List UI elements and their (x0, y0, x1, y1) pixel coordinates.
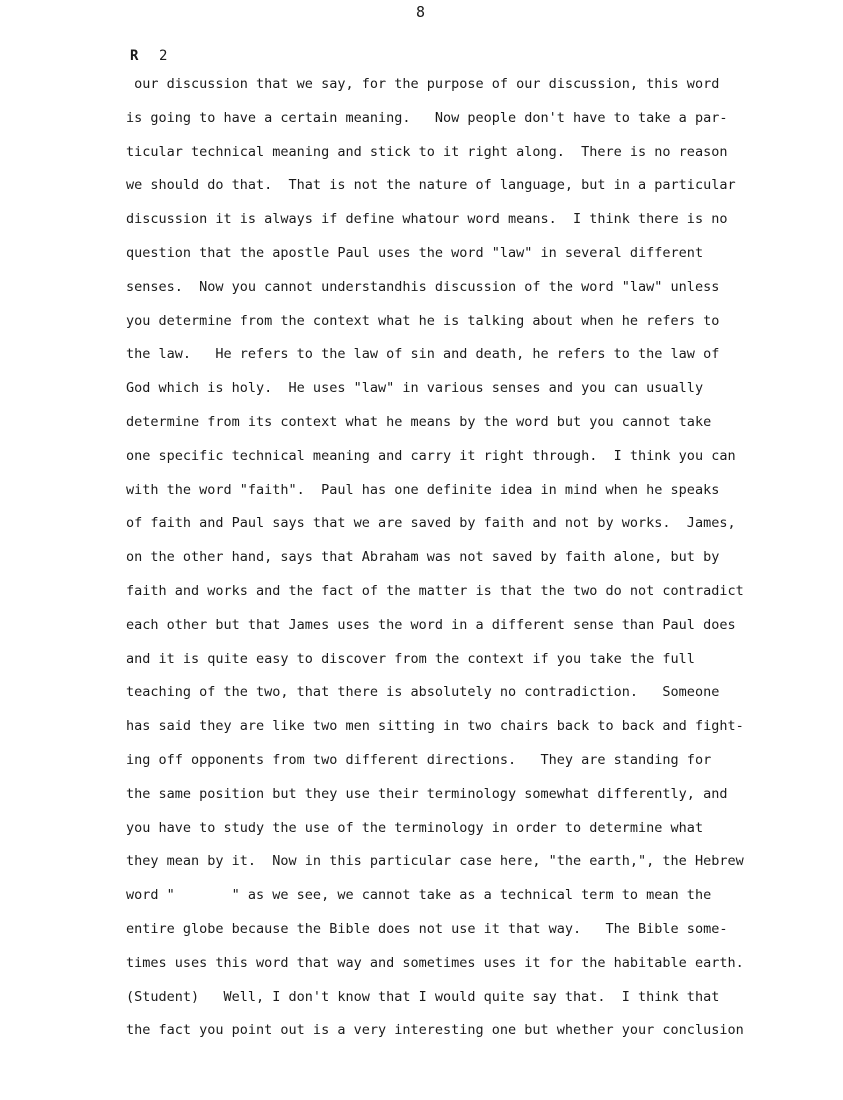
text-line: they mean by it. Now in this particular case here, "the earth,", the Hebrew (126, 853, 744, 870)
text-line: is going to have a certain meaning. Now people don't have to take a par- (126, 109, 728, 126)
text-line: word " " as we see, we cannot take as a technical term to mean the (126, 887, 712, 904)
text-line: each other but that James uses the word in a different sense than Paul does (126, 616, 736, 633)
text-line: entire globe because the Bible does not use it that way. The Bible some- (126, 920, 728, 937)
text-line: (Student) Well, I don't know that I would quite say that. I think that (126, 988, 720, 1005)
text-line: has said they are like two men sitting in two chairs back to back and fight- (126, 718, 744, 735)
text-line: God which is holy. He uses "law" in various senses and you can usually (126, 380, 704, 397)
body-text (126, 72, 776, 1052)
text-line: and it is quite easy to discover from the context if you take the full (126, 650, 695, 667)
text-line: our discussion that we say, for the purpose of our discussion, this word (126, 76, 720, 92)
page-number: 8 (416, 3, 426, 21)
text-line: determine from its context what he means by the word but you cannot take (126, 413, 712, 430)
text-line: question that the apostle Paul uses the word "law" in several different (126, 244, 704, 261)
text-line: times uses this word that way and sometimes uses it for the habitable earth. (126, 954, 744, 971)
text-line: ticular technical meaning and stick to it right along. There is no reason (126, 143, 728, 160)
text-line: on the other hand, says that Abraham was not saved by faith alone, but by (126, 549, 720, 566)
text-line: senses. Now you cannot understandhis discussion of the word "law" unless (126, 278, 720, 295)
text-line: with the word "faith". Paul has one definite idea in mind when he speaks (126, 481, 720, 498)
text-line: discussion it is always if define whatour word means. I think there is no (126, 211, 728, 228)
text-line: the fact you point out is a very interesting one but whether your conclusion (126, 1022, 744, 1039)
text-line: faith and works and the fact of the matter is that the two do not contradict (126, 582, 744, 599)
text-line: you have to study the use of the terminology in order to determine what (126, 819, 704, 836)
text-line: we should do that. That is not the nature of language, but in a particular (126, 177, 736, 194)
text-line: you determine from the context what he is talking about when he refers to (126, 312, 720, 329)
text-line: the same position but they use their terminology somewhat differently, and (126, 785, 728, 802)
text-line: the law. He refers to the law of sin and death, he refers to the law of (126, 346, 720, 363)
header-number: 2 (158, 48, 168, 64)
text-line: teaching of the two, that there is absolutely no contradiction. Someone (126, 684, 720, 701)
header-letter: R (130, 48, 139, 64)
text-line: ing off opponents from two different directions. They are standing for (126, 751, 712, 768)
page-header (130, 46, 168, 66)
text-line: of faith and Paul says that we are saved by faith and not by works. James, (126, 515, 736, 532)
text-line: one specific technical meaning and carry it right through. I think you can (126, 447, 736, 464)
